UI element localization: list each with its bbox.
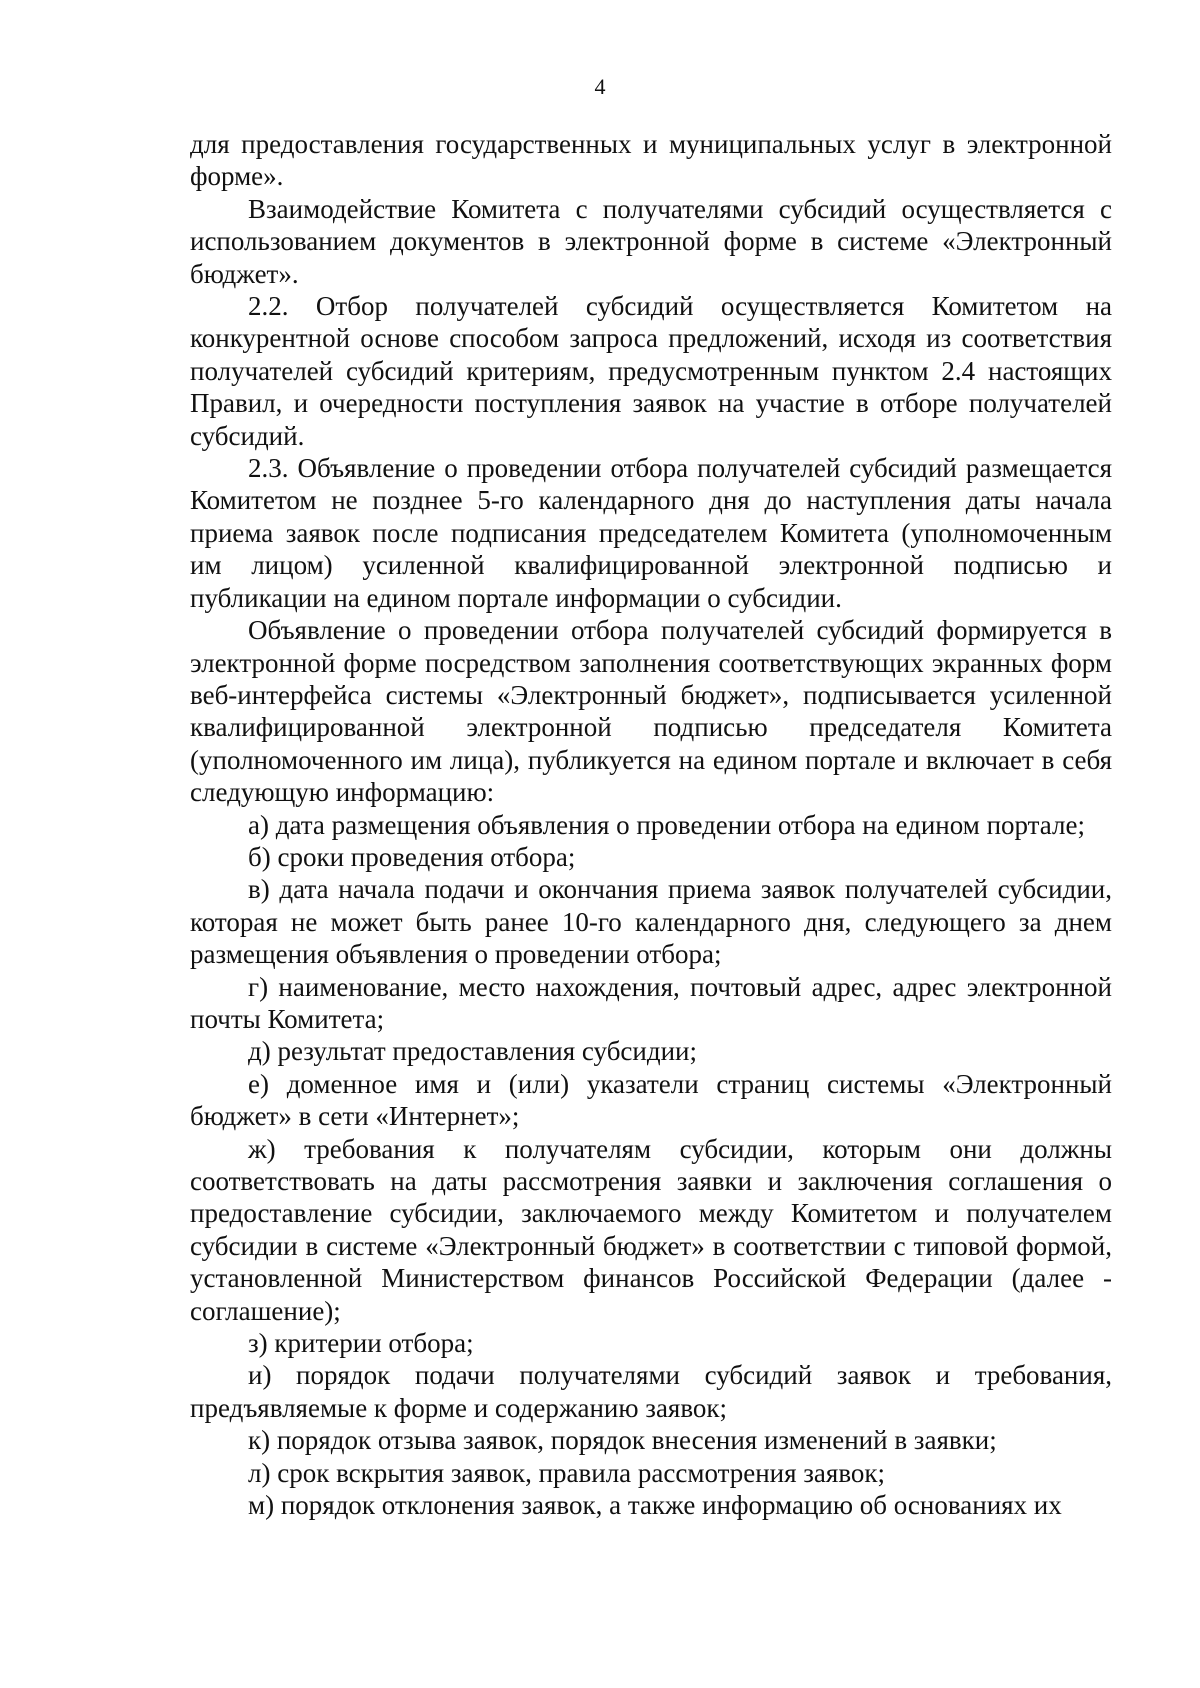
paragraph-interaction: Взаимодействие Комитета с получателями субсидий осуществляется с использованием документов в электронной форме в системе «Электронный бюджет».	[190, 193, 1112, 289]
paragraph-2-3: 2.3. Объявление о проведении отбора получателей субсидий размещается Комитетом не позднее 5-го календарного дня до наступления даты начала приема заявок после подписания председателем Комитета (уполномоченным им лицом) усиленной квалифицированной электронной подписью и публикации на едином портале информации о субсидии.	[190, 453, 1112, 613]
list-item-e: е) доменное имя и (или) указатели страниц системы «Электронный бюджет» в сети «Интернет»;	[190, 1068, 1112, 1132]
page-number: 4	[594, 74, 606, 99]
list-item-zh: ж) требования к получателям субсидии, которым они должны соответствовать на даты рассмотрения заявки и заключения соглашения о предоставление субсидии, заключаемого между Комитетом и получателем субсидии в системе «Электронный бюджет» в соответствии с типовой формой, установленной Министерством финансов Российской Федерации (далее - соглашение);	[190, 1133, 1112, 1326]
list-item-i: и) порядок подачи получателями субсидий заявок и требования, предъявляемые к форме и содержанию заявок;	[190, 1360, 1112, 1423]
paragraph-announcement: Объявление о проведении отбора получателей субсидий формируется в электронной форме посредством заполнения соответствующих экранных форм веб-интерфейса системы «Электронный бюджет», подписывается усиленной квалифицированной электронной подписью председателя Комитета (уполномоченного им лица), публикуется на едином портале и включает в себя следующую информацию:	[190, 615, 1112, 808]
list-item-v: в) дата начала подачи и окончания приема заявок получателей субсидии, которая не может быть ранее 10-го календарного дня, следующего за днем размещения объявления о проведении отбора;	[190, 874, 1112, 970]
list-item-g: г) наименование, место нахождения, почтовый адрес, адрес электронной почты Комитета;	[190, 971, 1112, 1034]
list-item-k: к) порядок отзыва заявок, порядок внесения изменений в заявки;	[248, 1425, 997, 1456]
document-body	[190, 128, 1112, 1521]
list-item-a: а) дата размещения объявления о проведении отбора на едином портале;	[248, 809, 1085, 840]
list-item-z: з) критерии отбора;	[248, 1328, 474, 1359]
paragraph-2-2: 2.2. Отбор получателей субсидий осуществляется Комитетом на конкурентной основе способом запроса предложений, исходя из соответствия получателей субсидий критериям, предусмотренным пунктом 2.4 настоящих Правил, и очередности поступления заявок на участие в отборе получателей субсидий.	[190, 291, 1112, 451]
paragraph-continuation: для предоставления государственных и муниципальных услуг в электронной форме».	[190, 129, 1112, 192]
list-item-l: л) срок вскрытия заявок, правила рассмотрения заявок;	[248, 1457, 886, 1488]
list-item-m: м) порядок отклонения заявок, а также информацию об основаниях их	[248, 1490, 1062, 1521]
list-item-b: б) сроки проведения отбора;	[248, 841, 576, 872]
list-item-d: д) результат предоставления субсидии;	[248, 1036, 698, 1067]
